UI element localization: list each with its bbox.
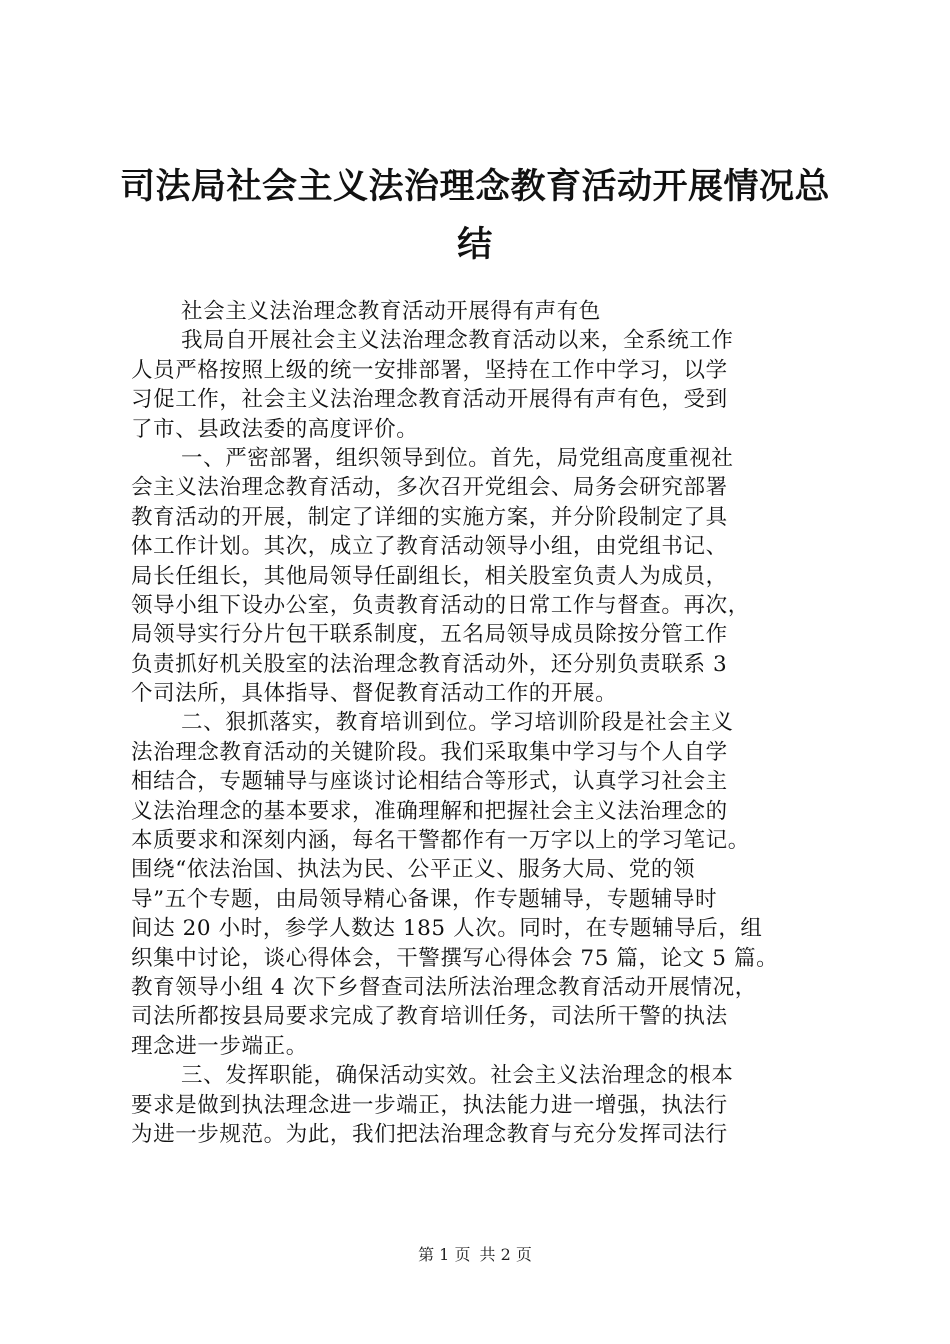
body-line: 社会主义法治理念教育活动开展得有声有色 [181, 299, 601, 324]
body-line: 领导小组下设办公室，负责教育活动的日常工作与督查。再次， [131, 592, 750, 618]
page-footer [0, 1245, 950, 1265]
page-number: 第 1 页 [418, 1245, 471, 1264]
body-line: 相结合，专题辅导与座谈讨论相结合等形式，认真学习社会主 [131, 769, 728, 795]
body-line: 本质要求和深刻内涵，每名干警都作有一万字以上的学习笔记。 [131, 828, 750, 854]
body-line: 为进一步规范。为此，我们把法治理念教育与充分发挥司法行 [131, 1121, 728, 1147]
body-line: 习促工作，社会主义法治理念教育活动开展得有声有色，受到 [131, 387, 728, 413]
document-body [131, 297, 831, 1149]
body-line: 三、发挥职能，确保活动实效。社会主义法治理念的根本 [181, 1063, 734, 1089]
body-line: 教育领导小组 4 次下乡督查司法所法治理念教育活动开展情况， [131, 974, 757, 1000]
title-line-1: 司法局社会主义法治理念教育活动开展情况总 [119, 167, 830, 207]
body-line: 司法所都按县局要求完成了教育培训任务，司法所干警的执法 [131, 1004, 728, 1030]
body-line: 一、严密部署，组织领导到位。首先，局党组高度重视社 [181, 445, 734, 471]
body-line: 理念进一步端正。 [131, 1033, 308, 1059]
body-line: 织集中讨论，谈心得体会，干警撰写心得体会 75 篇，论文 5 篇。 [131, 945, 779, 971]
body-line: 负责抓好机关股室的法治理念教育活动外，还分别负责联系 3 [131, 651, 728, 677]
body-line: 体工作计划。其次，成立了教育活动领导小组，由党组书记、 [131, 534, 728, 560]
body-line: 教育活动的开展，制定了详细的实施方案，并分阶段制定了具 [131, 504, 728, 530]
body-line: 义法治理念的基本要求，准确理解和把握社会主义法治理念的 [131, 798, 728, 824]
body-line: 了市、县政法委的高度评价。 [131, 416, 419, 442]
body-line: 二、狠抓落实，教育培训到位。学习培训阶段是社会主义 [181, 710, 734, 736]
body-line: 我局自开展社会主义法治理念教育活动以来，全系统工作 [181, 328, 734, 354]
title-line-2: 结 [457, 225, 493, 265]
body-line: 要求是做到执法理念进一步端正，执法能力进一增强，执法行 [131, 1092, 728, 1118]
body-line: 围绕“依法治国、执法为民、公平正义、服务大局、党的领 [131, 857, 696, 883]
document-title [110, 158, 840, 274]
body-line: 会主义法治理念教育活动，多次召开党组会、局务会研究部署 [131, 475, 728, 501]
body-line: 个司法所，具体指导、督促教育活动工作的开展。 [131, 681, 618, 707]
body-line: 法治理念教育活动的关键阶段。我们采取集中学习与个人自学 [131, 739, 728, 765]
body-line: 局领导实行分片包干联系制度，五名局领导成员除按分管工作 [131, 622, 728, 648]
body-line: 间达 20 小时，参学人数达 185 人次。同时，在专题辅导后，组 [131, 916, 763, 942]
body-line: 局长任组长，其他局领导任副组长，相关股室负责人为成员， [131, 563, 728, 589]
page-total: 共 2 页 [479, 1245, 532, 1264]
body-line: 人员严格按照上级的统一安排部署，坚持在工作中学习，以学 [131, 357, 728, 383]
body-line: 导”五个专题，由局领导精心备课，作专题辅导，专题辅导时 [131, 886, 718, 912]
